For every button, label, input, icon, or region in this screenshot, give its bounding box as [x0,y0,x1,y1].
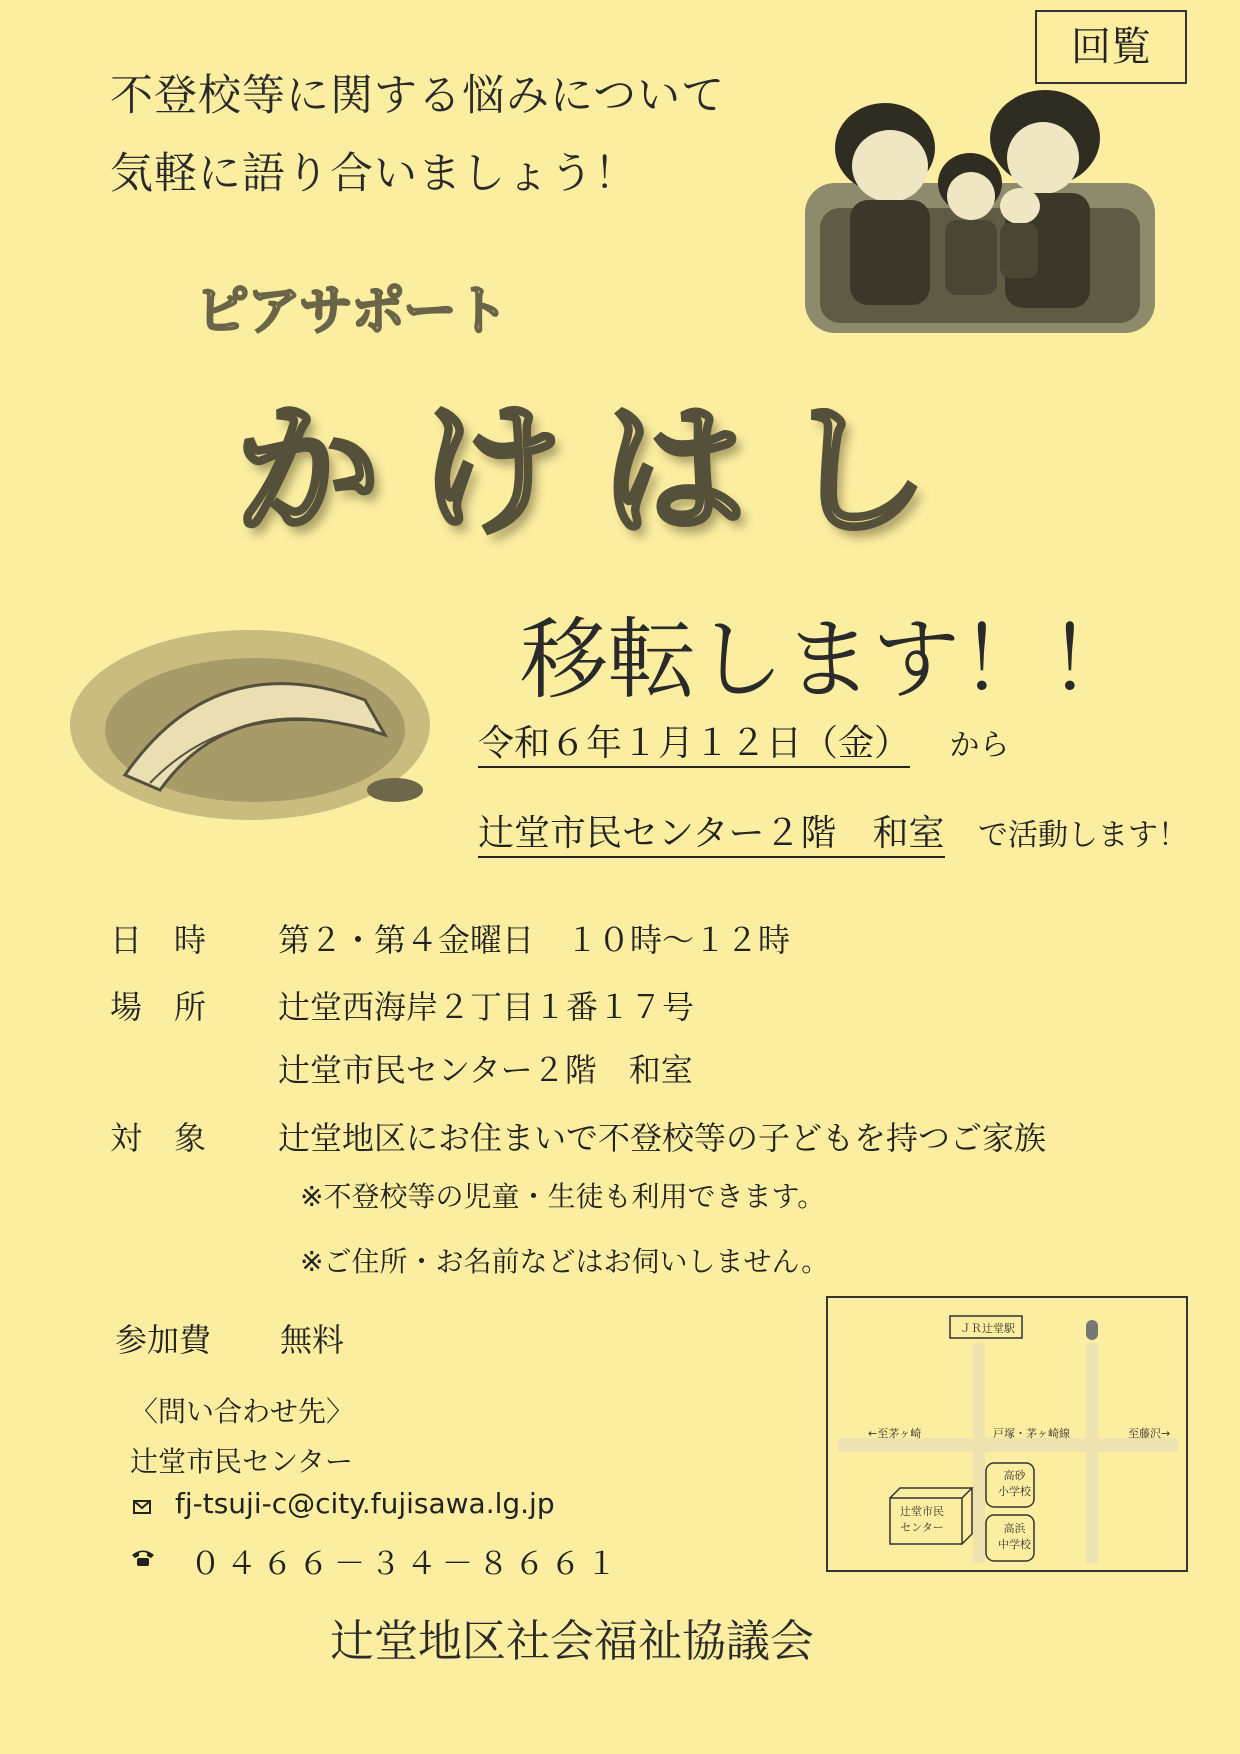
map-school2-line1: 高浜 [1003,1522,1026,1535]
family-illustration [795,88,1165,338]
date-suffix: から [949,728,1010,763]
phone-icon [130,1548,156,1568]
detail-label-target: 対 象 [110,1119,207,1157]
detail-label-datetime: 日 時 [110,921,207,959]
fee-value: 無料 [280,1321,345,1359]
note-anonymous: ※ご住所・お名前などはお伺いしません。 [300,1245,830,1278]
headline-line-1: 不登校等に関する悩みについて [110,71,726,121]
location-map [826,1296,1188,1572]
venue-suffix: で活動します！ [978,818,1189,853]
map-east-direction: 至藤沢→ [1128,1427,1171,1440]
contact-name: 辻堂市民センター [130,1445,353,1478]
note-students-welcome: ※不登校等の児童・生徒も利用できます。 [300,1180,826,1213]
map-civic-center [900,1504,944,1536]
detail-value-target: 辻堂地区にお住まいで不登校等の子どもを持つご家族 [278,1119,1047,1157]
organization-name: 辻堂地区社会福祉協議会 [330,1616,814,1667]
moving-announcement: 移転します！！ [520,608,1137,711]
map-station-label: ＪＲ辻堂駅 [960,1322,1015,1335]
map-west-direction: ←至茅ヶ崎 [868,1427,922,1440]
map-center-line2: センター [900,1521,944,1534]
date-line [478,715,1009,766]
start-date: 令和６年１月１２日（金） [478,723,910,768]
map-road-name: 戸塚・茅ヶ崎線 [993,1427,1070,1440]
venue-line [478,805,1188,856]
new-venue: 辻堂市民センター２階 和室 [478,813,945,858]
map-school1-line2: 小学校 [998,1485,1031,1498]
map-elementary-school [998,1468,1031,1500]
contact-heading: 〈問い合わせ先〉 [130,1395,355,1428]
detail-value-room: 辻堂市民センター２階 和室 [278,1051,693,1089]
map-center-line1: 辻堂市民 [900,1505,944,1518]
bridge-illustration [65,625,435,825]
subtitle-peer-support: ピアサポート [195,279,507,342]
envelope-icon [133,1500,151,1514]
contact-phone[interactable]: ０４６６－３４－８６６１ [190,1546,622,1582]
map-school2-line2: 中学校 [998,1538,1031,1551]
map-school1-line1: 高砂 [1003,1469,1026,1482]
detail-label-place: 場 所 [110,988,207,1026]
detail-value-datetime: 第２・第４金曜日 １０時～１２時 [278,921,791,959]
circulation-stamp: 回覧 [1035,10,1187,84]
fee-label: 参加費 [115,1321,212,1359]
contact-email[interactable]: fj-tsuji-c@city.fujisawa.lg.jp [175,1487,555,1520]
map-junior-high-school [998,1521,1031,1553]
headline-line-2: 気軽に語り合いましょう！ [110,149,638,199]
title-kakehashi: かけはし [235,387,967,556]
detail-value-address: 辻堂西海岸２丁目１番１７号 [278,988,695,1026]
